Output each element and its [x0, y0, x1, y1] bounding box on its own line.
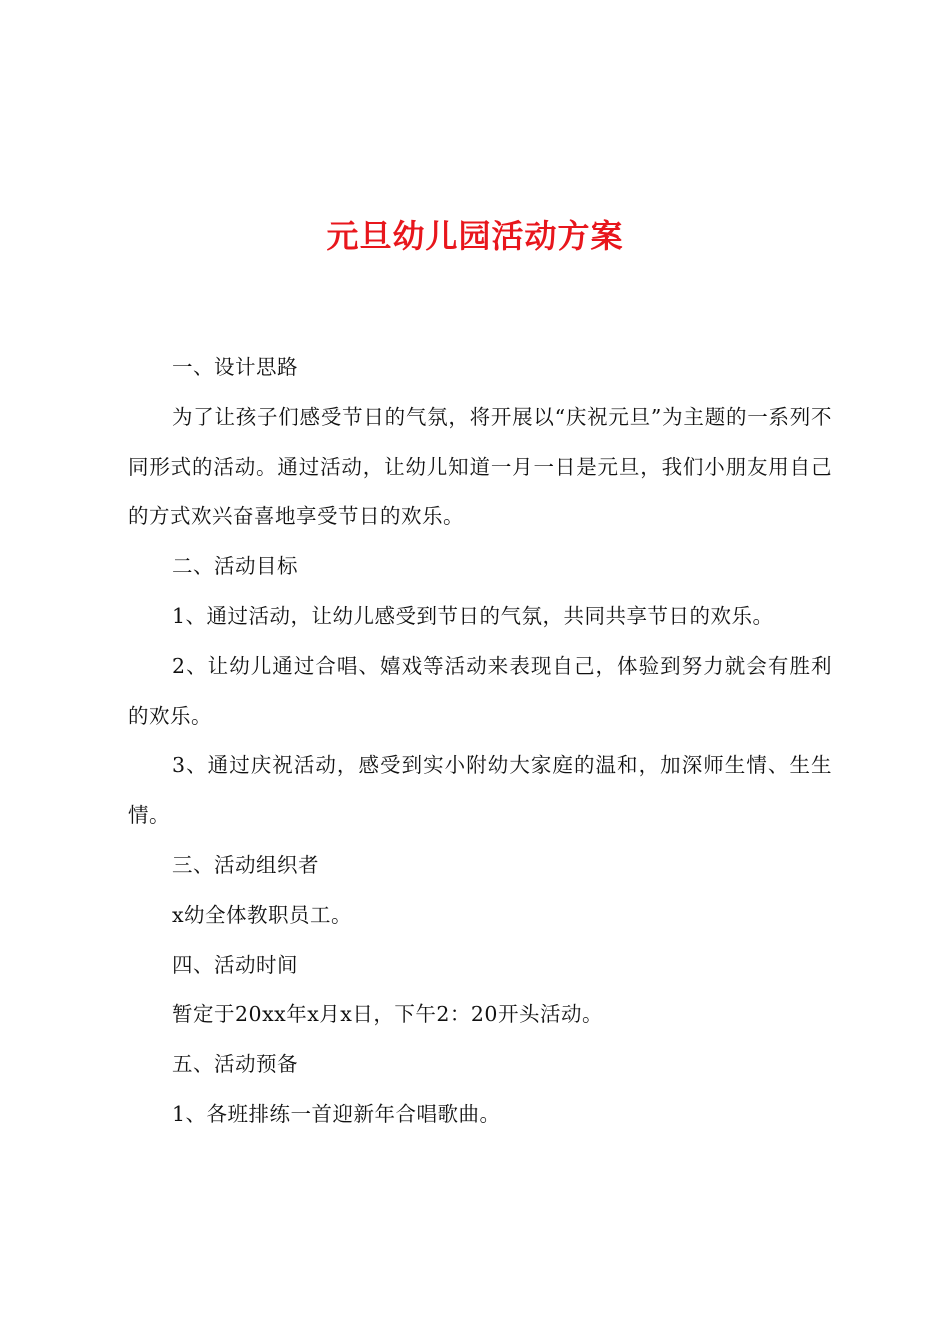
document-body	[128, 343, 832, 1140]
goal-item-2: 2、让幼儿通过合唱、嬉戏等活动来表现自己，体验到努力就会有胜利的欢乐。	[128, 653, 832, 728]
paragraph-design-idea: 为了让孩子们感受节日的气氛，将开展以“庆祝元旦”为主题的一系列不同形式的活动。通过活动，让幼儿知道一月一日是元旦，我们小朋友用自己的方式欢兴奋喜地享受节日的欢乐。	[128, 404, 832, 529]
section-heading-time: 四、活动时间	[172, 952, 298, 977]
organizer-text: x幼全体教职员工。	[172, 902, 353, 927]
section-heading-organizer: 三、活动组织者	[172, 852, 319, 877]
section-heading-preparation: 五、活动预备	[172, 1052, 298, 1077]
section-heading-design: 一、设计思路	[172, 355, 298, 379]
section-heading-goals: 二、活动目标	[172, 554, 298, 579]
time-text: 暂定于20xx年x月x日，下午2：20开头活动。	[172, 1002, 603, 1027]
document-title: 元旦幼儿园活动方案	[326, 217, 624, 255]
goal-item-1: 1、通过活动，让幼儿感受到节日的气氛，共同共享节日的欢乐。	[172, 603, 774, 628]
goal-item-3: 3、通过庆祝活动，感受到实小附幼大家庭的温和，加深师生情、生生情。	[128, 753, 832, 828]
preparation-item-1: 1、各班排练一首迎新年合唱歌曲。	[172, 1101, 501, 1126]
